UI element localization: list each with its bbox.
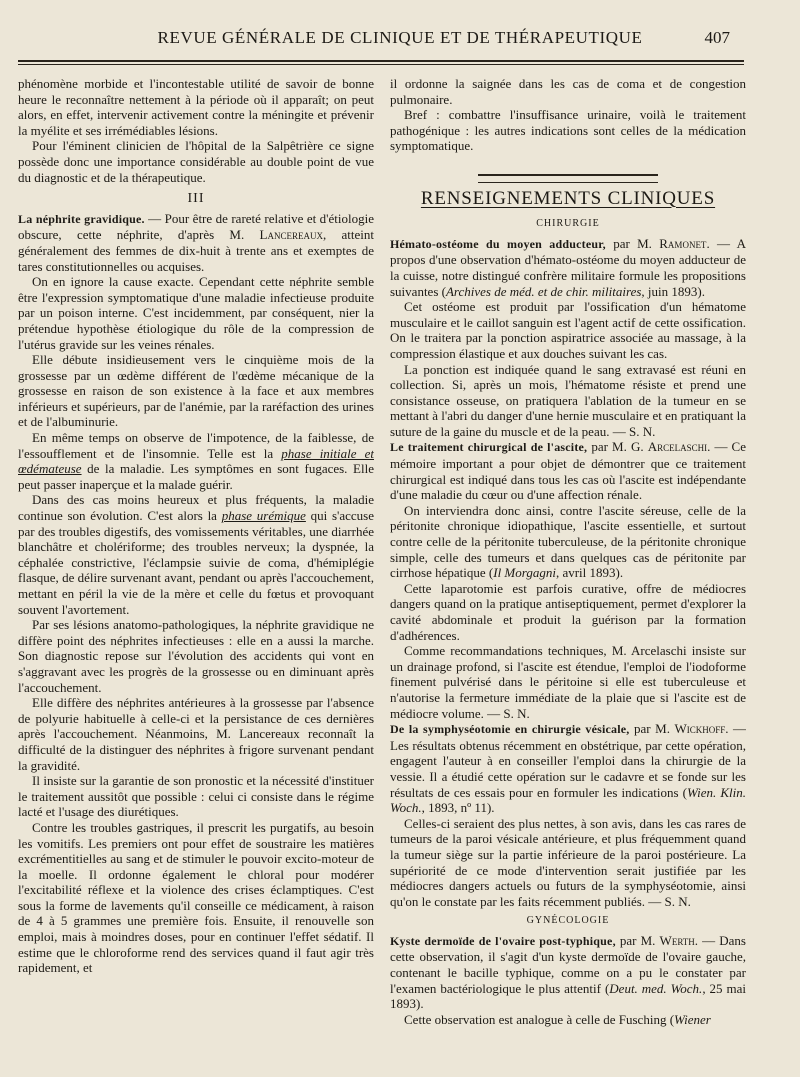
paragraph: Il insiste sur la garantie de son pronostic et la nécessité d'instituer le traitement aussitôt que possible : celui ci consiste dans le régime lacté et l'usage des diurétiques. xyxy=(18,773,374,820)
text-run: . — Ce mémoire important a pour objet de démontrer que ce traitement chirurgical est indiqué dans tous les cas où l'ascite est indépendante d'une maladie du cœur ou d'une affection rénale. xyxy=(390,439,746,503)
author-name: Ramonet xyxy=(659,235,707,251)
subsection-title: GYNÉCOLOGIE xyxy=(526,915,610,927)
paragraph xyxy=(18,492,374,617)
text-run: — Pour être de rareté relative et d'étiologie obscure, cette néphrite, d'après M. xyxy=(18,210,374,243)
paragraph xyxy=(18,430,374,492)
divider-rule-thin xyxy=(478,182,658,183)
text-run: , juin 1893). xyxy=(641,283,705,299)
article-heading: La néphrite gravidique. xyxy=(18,211,145,226)
paragraph xyxy=(18,211,374,274)
text-run: , 1893, nº 11). xyxy=(421,800,495,816)
author-name: Arcelaschi xyxy=(647,439,708,455)
paragraph xyxy=(390,503,746,581)
italic-phrase: phase urémique xyxy=(221,508,306,524)
text-run: . — A propos d'une observation d'hémato-ostéome du moyen adducteur de la cuisse, notre distingué confrère militaire formule les propositions suivantes ( xyxy=(390,235,746,299)
text-run: . — Dans cette observation, il s'agit d'un kyste dermoïde de l'ovaire gauche, contenant le bacille typhique, comme on a pu le constater par l'examen bactériologique le plus attentif ( xyxy=(390,932,746,996)
paragraph xyxy=(390,933,746,1012)
subsection-title: CHIRURGIE xyxy=(536,218,600,230)
author-name: Werth xyxy=(659,932,695,948)
paragraph xyxy=(390,236,746,299)
section-title: RENSEIGNEMENTS CLINIQUES xyxy=(420,187,716,209)
divider-rule xyxy=(478,174,658,176)
paragraph: Contre les troubles gastriques, il prescrit les purgatifs, au besoin les vomitifs. Les premiers ont pour effet de soustraire les matières excrémentitielles au sang et de stimuler le pouvoir excito-moteur de la moelle. Il ordonne également le chloral pour modérer l'excitabilité réflexe et la violence des crises éclamptiques. C'est sous la forme de lavements qu'il conseille ce médicament, à raison de 4 à 5 grammes une première fois. Ensuite, il renouvelle son emploi, mais à moindres doses, pour en continuer l'effet sédatif. Il estime que le chloroforme rend des services quand il faut agir très rapidement, et xyxy=(18,819,374,976)
text-run: par M. G. xyxy=(587,439,648,455)
paragraph: Pour l'éminent clinicien de l'hôpital de la Salpêtrière ce signe possède donc une importance considérable au double point de vue du diagnostic et de la thérapeutique. xyxy=(18,138,374,185)
text-run: , atteint généralement des femmes de dix-huit à trente ans et exemptes de tares constitutionnelles ou acquises. xyxy=(18,227,374,274)
paragraph: Cet ostéome est produit par l'ossification d'un hématome musculaire et le caillot sanguin est l'agent actif de cette ossification. On le traitera par la ponction aspiratrice associée au massage, à la compression élastique et aux douches suivant les cas. xyxy=(390,299,746,361)
text-run: par M. xyxy=(629,721,675,737)
paragraph xyxy=(390,1012,746,1028)
citation: Wien. Klin. Woch. xyxy=(390,784,746,816)
author-name: Lancereaux xyxy=(259,227,323,243)
paragraph: Elle diffère des néphrites antérieures à la grossesse par l'absence de polyurie habituelle à celle-ci et la persistance de ces dernières après l'accouchement. Néanmoins, M. Lancereaux reconnaît la difficulté de la distinguer des néphrites à frigore survenant pendant la gravidité. xyxy=(18,695,374,773)
paragraph: On en ignore la cause exacte. Cependant cette néphrite semble être l'expression symptomatique d'une maladie infectieuse produite par un poison interne. C'est incidemment, par conséquent, nier la prétendue hypothèse étiologique du rôle de la compression de l'utérus gravide sur les veines rénales. xyxy=(18,274,374,352)
text-run: de la maladie. Les symptômes en sont fugaces. Elle peut passer inaperçue et la malade guérir. xyxy=(18,461,374,492)
text-run: Dans des cas moins heureux et plus fréquents, la maladie continue son évolution. C'est alors la xyxy=(18,492,374,524)
header-rule xyxy=(18,60,744,62)
article-heading: Kyste dermoïde de l'ovaire post-typhique, xyxy=(390,933,616,948)
text-run: qui s'accuse par des troubles digestifs, des vomissements véritables, une diarrhée blanchâtre et cholériforme; des troubles nerveux; la dyspnée, la céphalée constrictive, l'éclampsie suivie de coma, d'hémiplégie flasque, de délire survenant avant, pendant ou après l'accouchement, mettant en péril la vie de la mère et celle du fœtus et provoquant souvent l'avortement. xyxy=(18,508,374,617)
text-run: par M. xyxy=(615,932,660,948)
citation: Archives de méd. et de chir. militaires xyxy=(445,283,642,299)
section-number: III xyxy=(187,191,205,207)
italic-phrase: phase initiale et œdémateuse xyxy=(18,445,374,477)
left-column xyxy=(18,76,374,1066)
article-heading: Le traitement chirurgical de l'ascite, xyxy=(390,440,588,455)
citation: Wiener xyxy=(674,1011,711,1027)
paragraph: La ponction est indiquée quand le sang extravasé est réuni en collection. Si, après un mois, l'hématome résiste et prend une consistance osseuse, on pratiquera l'ablation de la tumeur en se mettant à l'abri du danger d'une hernie musculaire et en pratiquant la suture de la gaine du muscle et de la peau. — S. N. xyxy=(390,361,746,439)
citation: Deut. med. Woch. xyxy=(609,980,703,996)
paragraph: Comme recommandations techniques, M. Arcelaschi insiste sur un drainage profond, si l'ascite est étendue, l'emploi de l'iodoforme finement pulvérisé dans le péritoine si elle est tuberculeuse et n'autorise la fermeture immédiate de la plaie que si l'ascite est de médiocre volume. — S. N. xyxy=(390,643,746,721)
text-run: par M. xyxy=(605,235,660,251)
section-divider xyxy=(390,164,746,183)
page-number: 407 xyxy=(704,28,730,47)
text-run: En même temps on observe de l'impotence, de la faiblesse, de l'essoufflement et de l'insomnie. Telle est la xyxy=(18,430,374,461)
text-run: , avril 1893). xyxy=(555,565,624,581)
paragraph xyxy=(390,721,746,816)
paragraph: Cette laparotomie est parfois curative, offre de médiocres dangers quand on la pratique antiseptiquement, permet d'explorer la cavité abdominale et produit la guérison par la formation d'adhérences. xyxy=(390,580,746,643)
paragraph: il ordonne la saignée dans les cas de coma et de congestion pulmonaire. xyxy=(390,76,746,107)
article-heading: Hémato-ostéome du moyen adducteur, xyxy=(390,236,606,251)
journal-title: REVUE GÉNÉRALE DE CLINIQUE ET DE THÉRAPEUTIQUE xyxy=(157,28,643,47)
running-header xyxy=(0,28,800,54)
right-column xyxy=(390,76,746,1066)
text-run: On interviendra donc ainsi, contre l'ascite séreuse, celle de la péritonite chronique idiopathique, l'ascite essentielle, et surtout contre celle de la péritonite tuberculeuse, de la péritonite chronique simple, celle des tumeurs et dans quelques cas de péritonite par cirrhose hépatique ( xyxy=(390,502,746,581)
paragraph: Par ses lésions anatomo-pathologiques, la néphrite gravidique ne diffère point des néphrites infectieuses : elle en a aussi la marche. Son diagnostic repose sur l'évolution des accidents qui vont en s'aggravant avec les progrès de la grossesse ou en diminuant après l'accouchement. xyxy=(18,617,374,695)
author-name: Wickhoff xyxy=(674,721,726,737)
paragraph: Elle débute insidieusement vers le cinquième mois de la grossesse par un œdème différent de l'œdème mécanique de la grossesse en raison de son existence à la face et aux membres inférieurs et supérieurs, par de l'anémie, par la raréfaction des urines et de l'albuminurie. xyxy=(18,352,374,430)
paragraph: Celles-ci seraient des plus nettes, à son avis, dans les cas rares de tumeurs de la paroi vésicale antérieure, et plus fréquemment quand la tumeur siège sur la partie inférieure de la paroi postérieure. La supériorité de ce mode d'intervention serait justifiée par les médiocres dangers actuels ou futurs de la symphyséotomie, ainsi qu'on le constate par les faits récemment publiés. — S. N. xyxy=(390,815,746,909)
text-run: , 25 mai 1893). xyxy=(390,980,746,1012)
text-run: Cette observation est analogue à celle de Fusching ( xyxy=(404,1011,675,1027)
paragraph: phénomène morbide et l'incontestable utilité de savoir de bonne heure le reconnaître nettement à la période où il apparaît; on peut alors, en effet, intervenir activement contre la méningite et prévenir la myélite et ses irrémédiables lésions. xyxy=(18,76,374,138)
paragraph: Bref : combattre l'insuffisance urinaire, voilà le traitement pathogénique : les autres indications sont celles de la médication symptomatique. xyxy=(390,107,746,154)
header-rule-thin xyxy=(18,64,744,65)
citation: Il Morgagni xyxy=(493,565,556,581)
article-heading: De la symphyséotomie en chirurgie vésicale, xyxy=(390,722,630,737)
text-run: . — Les résultats obtenus récemment en obstétrique, par cette opération, engagent l'auteur à en conseiller l'emploi dans la chirurgie de la vessie. Il a étudié cette opération sur le cadavre et se fonde sur les résultats de ces essais pour en formuler les indications ( xyxy=(390,721,746,800)
paragraph xyxy=(390,439,746,502)
